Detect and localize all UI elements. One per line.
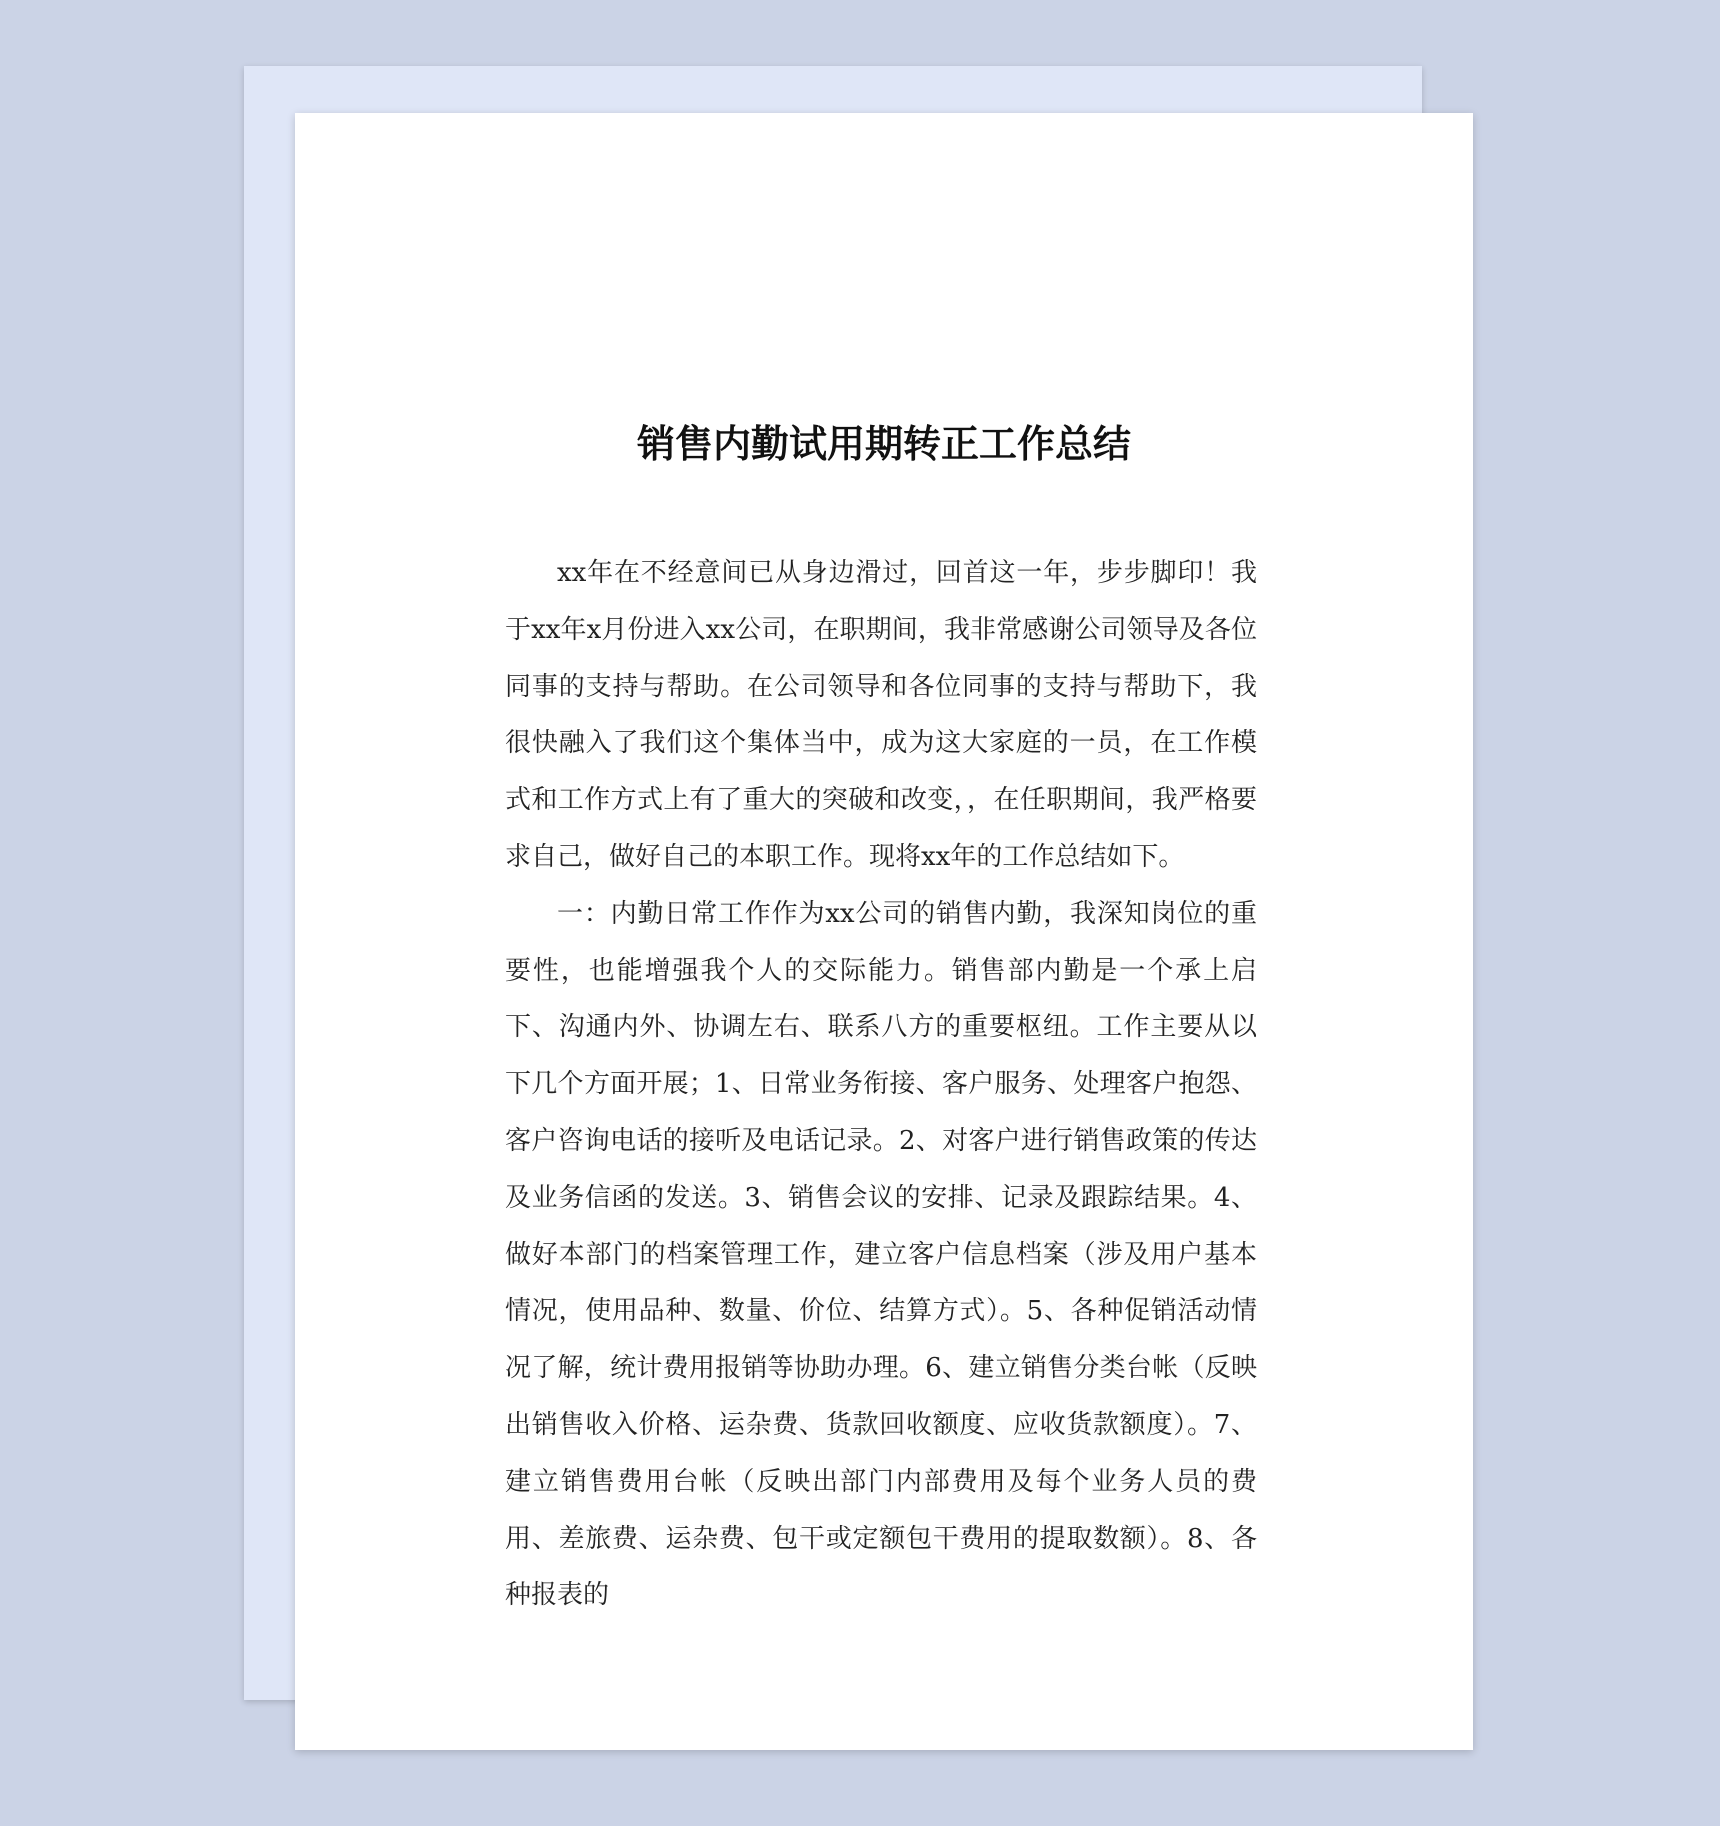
document-page [295, 113, 1473, 1750]
paragraph-intro: xx年在不经意间已从身边滑过，回首这一年，步步脚印！我于xx年x月份进入xx公司，在职期间，我非常感谢公司领导及各位同事的支持与帮助。在公司领导和各位同事的支持与帮助下，我很快融入了我们这个集体当中，成为这大家庭的一员，在工作模式和工作方式上有了重大的突破和改变，，在任职期间，我严格要求自己，做好自己的本职工作。现将xx年的工作总结如下。 [505, 558, 1257, 872]
document-body [505, 545, 1257, 1624]
document-title: 销售内勤试用期转正工作总结 [636, 422, 1131, 466]
paragraph-daily-work: 一：内勤日常工作作为xx公司的销售内勤，我深知岗位的重要性，也能增强我个人的交际能力。销售部内勤是一个承上启下、沟通内外、协调左右、联系八方的重要枢纽。工作主要从以下几个方面开展；1、日常业务衔接、客户服务、处理客户抱怨、客户咨询电话的接听及电话记录。2、对客户进行销售政策的传达及业务信函的发送。3、销售会议的安排、记录及跟踪结果。4、做好本部门的档案管理工作，建立客户信息档案（涉及用户基本情况，使用品种、数量、价位、结算方式）。5、各种促销活动情况了解，统计费用报销等协助办理。6、建立销售分类台帐（反映出销售收入价格、运杂费、货款回收额度、应收货款额度）。7、建立销售费用台帐（反映出部门内部费用及每个业务人员的费用、差旅费、运杂费、包干或定额包干费用的提取数额）。8、各种报表的 [505, 898, 1257, 1611]
